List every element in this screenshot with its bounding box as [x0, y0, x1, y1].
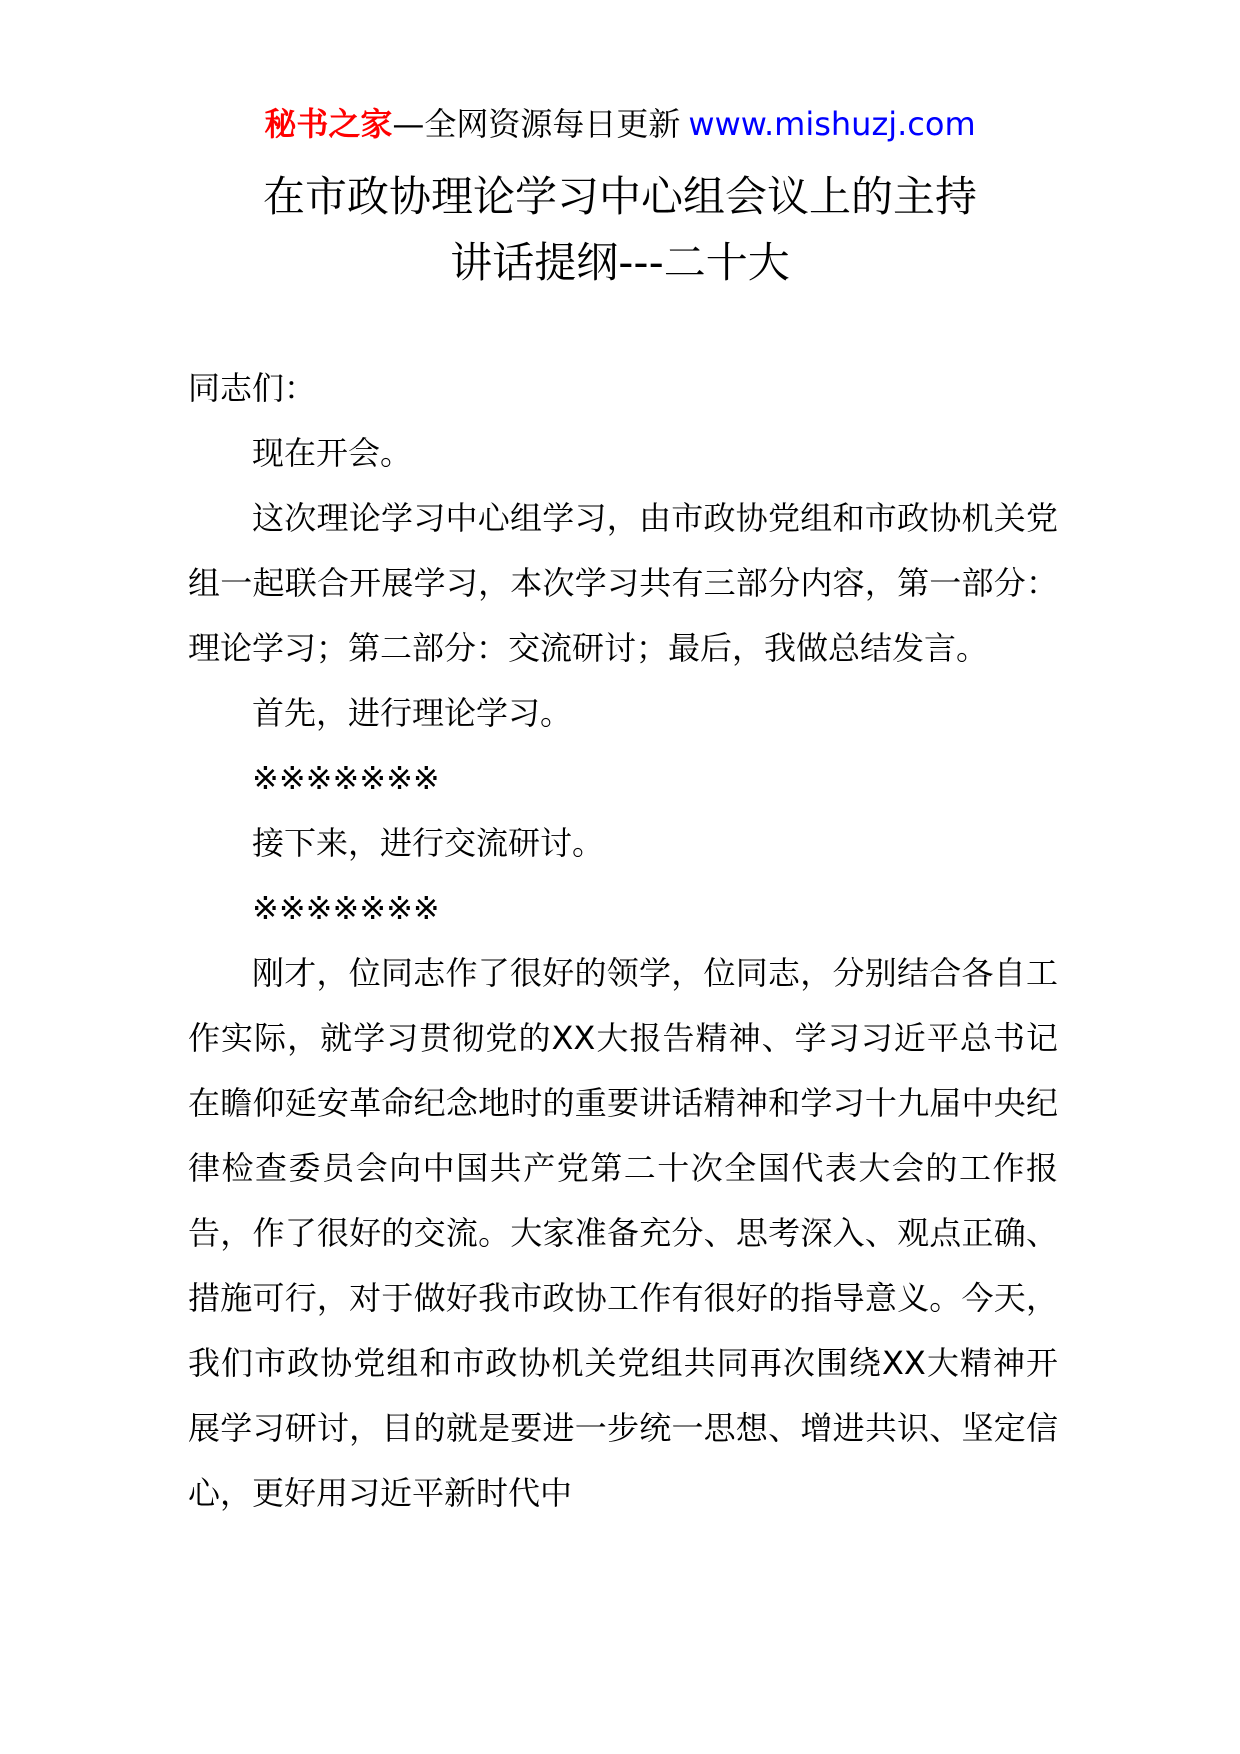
paragraph-discussion: 接下来，进行交流研讨。 [252, 824, 605, 862]
site-url-link[interactable]: www.mishuzj.com [688, 105, 976, 143]
paragraph-opening: 现在开会。 [252, 434, 413, 472]
placeholder-marks-2: ※※※※※※※ [252, 889, 440, 927]
title-line-2: 讲话提纲---二十大 [450, 238, 790, 287]
document-body [188, 356, 1058, 1526]
placeholder-marks-1: ※※※※※※※ [252, 759, 440, 797]
paragraph-summary: 刚才，位同志作了很好的领学，位同志，分别结合各自工作实际，就学习贯彻党的XX大报告精神、学习习近平总书记在瞻仰延安革命纪念地时的重要讲话精神和学习十九届中央纪律检查委员会向中国共产党第二十次全国代表大会的工作报告，作了很好的交流。大家准备充分、思考深入、观点正确、措施可行，对于做好我市政协工作有很好的指导意义。今天，我们市政协党组和市政协机关党组共同再次围绕XX大精神开展学习研讨，目的就是要进一步统一思想、增进共识、坚定信心，更好用习近平新时代中 [188, 954, 1058, 1512]
salutation: 同志们： [188, 369, 317, 407]
title-line-1: 在市政协理论学习中心组会议上的主持 [262, 172, 977, 221]
header-tagline: —全网资源每日更新 [392, 105, 681, 143]
paragraph-theory-study: 首先，进行理论学习。 [252, 694, 573, 732]
document-title [0, 164, 1240, 296]
site-header [0, 102, 1240, 146]
brand-name: 秘书之家 [264, 105, 393, 143]
paragraph-overview: 这次理论学习中心组学习，由市政协党组和市政协机关党组一起联合开展学习，本次学习共有三部分内容，第一部分：理论学习；第二部分：交流研讨；最后，我做总结发言。 [188, 499, 1058, 667]
